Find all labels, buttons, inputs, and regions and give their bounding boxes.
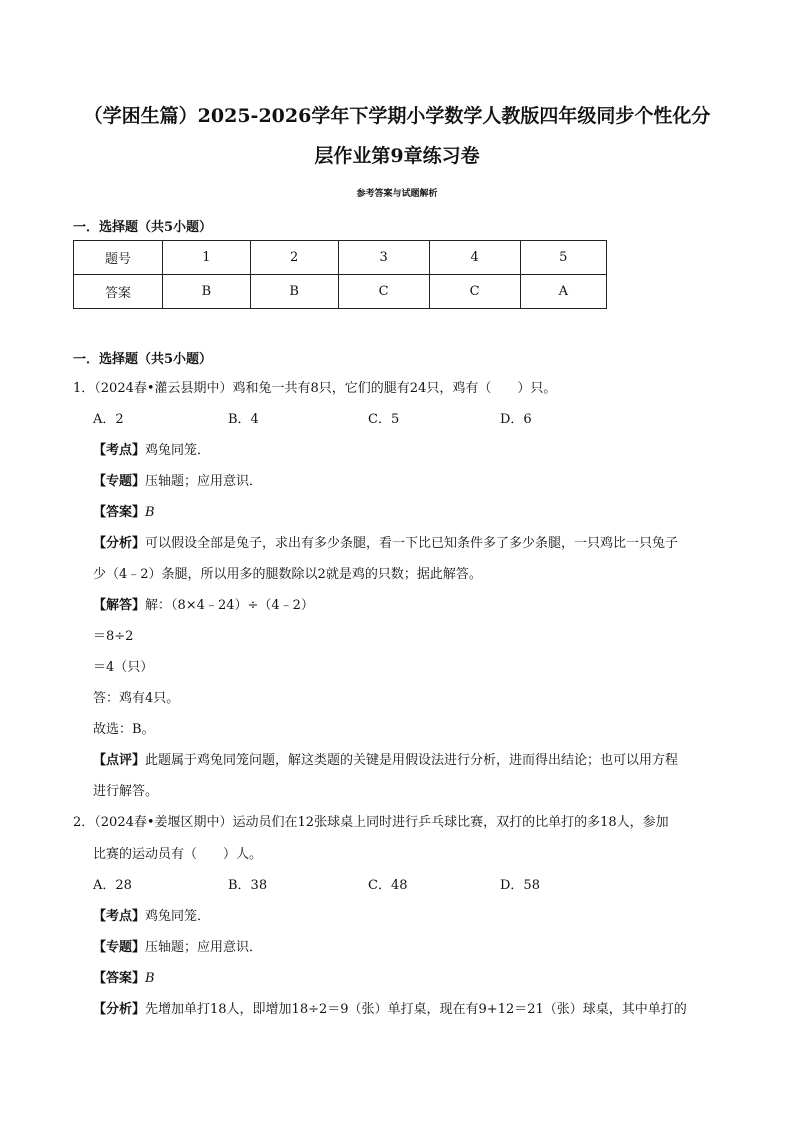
document-title-line-2: 层作业第9章练习卷	[314, 145, 480, 167]
answer-tag: 【答案】	[93, 971, 146, 986]
zhuanti-text: 压轴题；应用意识．	[145, 940, 263, 955]
fenxi-tag: 【分析】	[93, 1002, 146, 1017]
q1-jieda	[93, 597, 314, 615]
q1-step-2: ＝4（只）	[93, 660, 154, 675]
dianping-tag: 【点评】	[93, 753, 146, 768]
zhuanti-tag: 【专题】	[93, 940, 146, 955]
row-label-number: 题号	[74, 241, 163, 275]
q2-stem-line-1: 2．（2024春•姜堰区期中）运动员们在12张球桌上同时进行乒乓球比赛，双打的比单打的多18人，参加	[73, 815, 669, 830]
question-number-cell: 2	[250, 241, 338, 275]
question-number-cell: 1	[163, 241, 251, 275]
kaodian-tag: 【考点】	[93, 909, 146, 924]
table-row	[74, 275, 607, 309]
zhuanti-text: 压轴题；应用意识．	[145, 474, 263, 489]
kaodian-tag: 【考点】	[93, 443, 146, 458]
q2-zhuanti	[93, 939, 262, 957]
q1-fenxi-line-2: 少（4﹣2）条腿，所以用多的腿数除以2就是鸡的只数；据此解答。	[93, 567, 482, 582]
answer-text: B	[145, 505, 155, 520]
q2-option-b: B．38	[228, 878, 268, 893]
q2-answer	[93, 970, 155, 988]
q1-option-a: A．2	[93, 412, 124, 427]
jieda-text: 解：（8×4﹣24）÷（4﹣2）	[145, 598, 314, 613]
dianping-text: 此题属于鸡兔同笼问题，解这类题的关键是用假设法进行分析，进而得出结论；也可以用方程	[145, 753, 679, 768]
q1-option-d: D．6	[500, 412, 532, 427]
answer-cell: B	[163, 275, 251, 309]
q2-stem-line-2: 比赛的运动员有（ ）人。	[93, 847, 263, 862]
q2-kaodian	[93, 908, 210, 926]
answer-text: B	[145, 971, 155, 986]
detail-section-title: 一．选择题（共5小题）	[73, 352, 213, 367]
table-row	[74, 241, 607, 275]
fenxi-text: 可以假设全部是兔子，求出有多少条腿，看一下比已知条件多了多少条腿，一只鸡比一只兔子	[145, 536, 679, 551]
answer-summary-table	[73, 240, 607, 309]
q1-kaodian	[93, 442, 210, 460]
zhuanti-tag: 【专题】	[93, 474, 146, 489]
row-label-answer: 答案	[74, 275, 163, 309]
question-number-cell: 4	[429, 241, 520, 275]
q1-option-b: B．4	[228, 412, 259, 427]
answer-cell: A	[520, 275, 606, 309]
kaodian-text: 鸡兔同笼．	[145, 443, 211, 458]
question-number-cell: 3	[338, 241, 429, 275]
q1-choose: 故选：B。	[93, 722, 155, 737]
q1-step-1: ＝8÷2	[93, 629, 134, 644]
document-title-line-1: （学困生篇）2025-2026学年下学期小学数学人教版四年级同步个性化分	[83, 105, 711, 127]
q1-dianping-line-2: 进行解答。	[93, 784, 159, 799]
answer-tag: 【答案】	[93, 505, 146, 520]
fenxi-text: 先增加单打18人，即增加18÷2＝9（张）单打桌，现在有9+12＝21（张）球桌，其中单打的	[145, 1002, 687, 1017]
answer-cell: C	[429, 275, 520, 309]
answer-cell: B	[250, 275, 338, 309]
jieda-tag: 【解答】	[93, 598, 146, 613]
q1-stem: 1．（2024春•灌云县期中）鸡和兔一共有8只，它们的腿有24只，鸡有（ ）只。	[73, 381, 557, 396]
q1-fenxi-line-1	[93, 535, 678, 553]
document-subtitle: 参考答案与试题解析	[356, 189, 438, 199]
q2-fenxi-line-1	[93, 1001, 687, 1019]
q1-answer	[93, 504, 155, 522]
fenxi-tag: 【分析】	[93, 536, 146, 551]
q2-option-d: D．58	[500, 878, 540, 893]
q1-option-c: C．5	[368, 412, 400, 427]
q2-option-c: C．48	[368, 878, 408, 893]
question-number-cell: 5	[520, 241, 606, 275]
kaodian-text: 鸡兔同笼．	[145, 909, 211, 924]
summary-section-title: 一．选择题（共5小题）	[73, 220, 213, 235]
q1-zhuanti	[93, 473, 262, 491]
q1-reply: 答：鸡有4只。	[93, 691, 180, 706]
q2-option-a: A．28	[93, 878, 132, 893]
q1-dianping-line-1	[93, 752, 678, 770]
answer-cell: C	[338, 275, 429, 309]
